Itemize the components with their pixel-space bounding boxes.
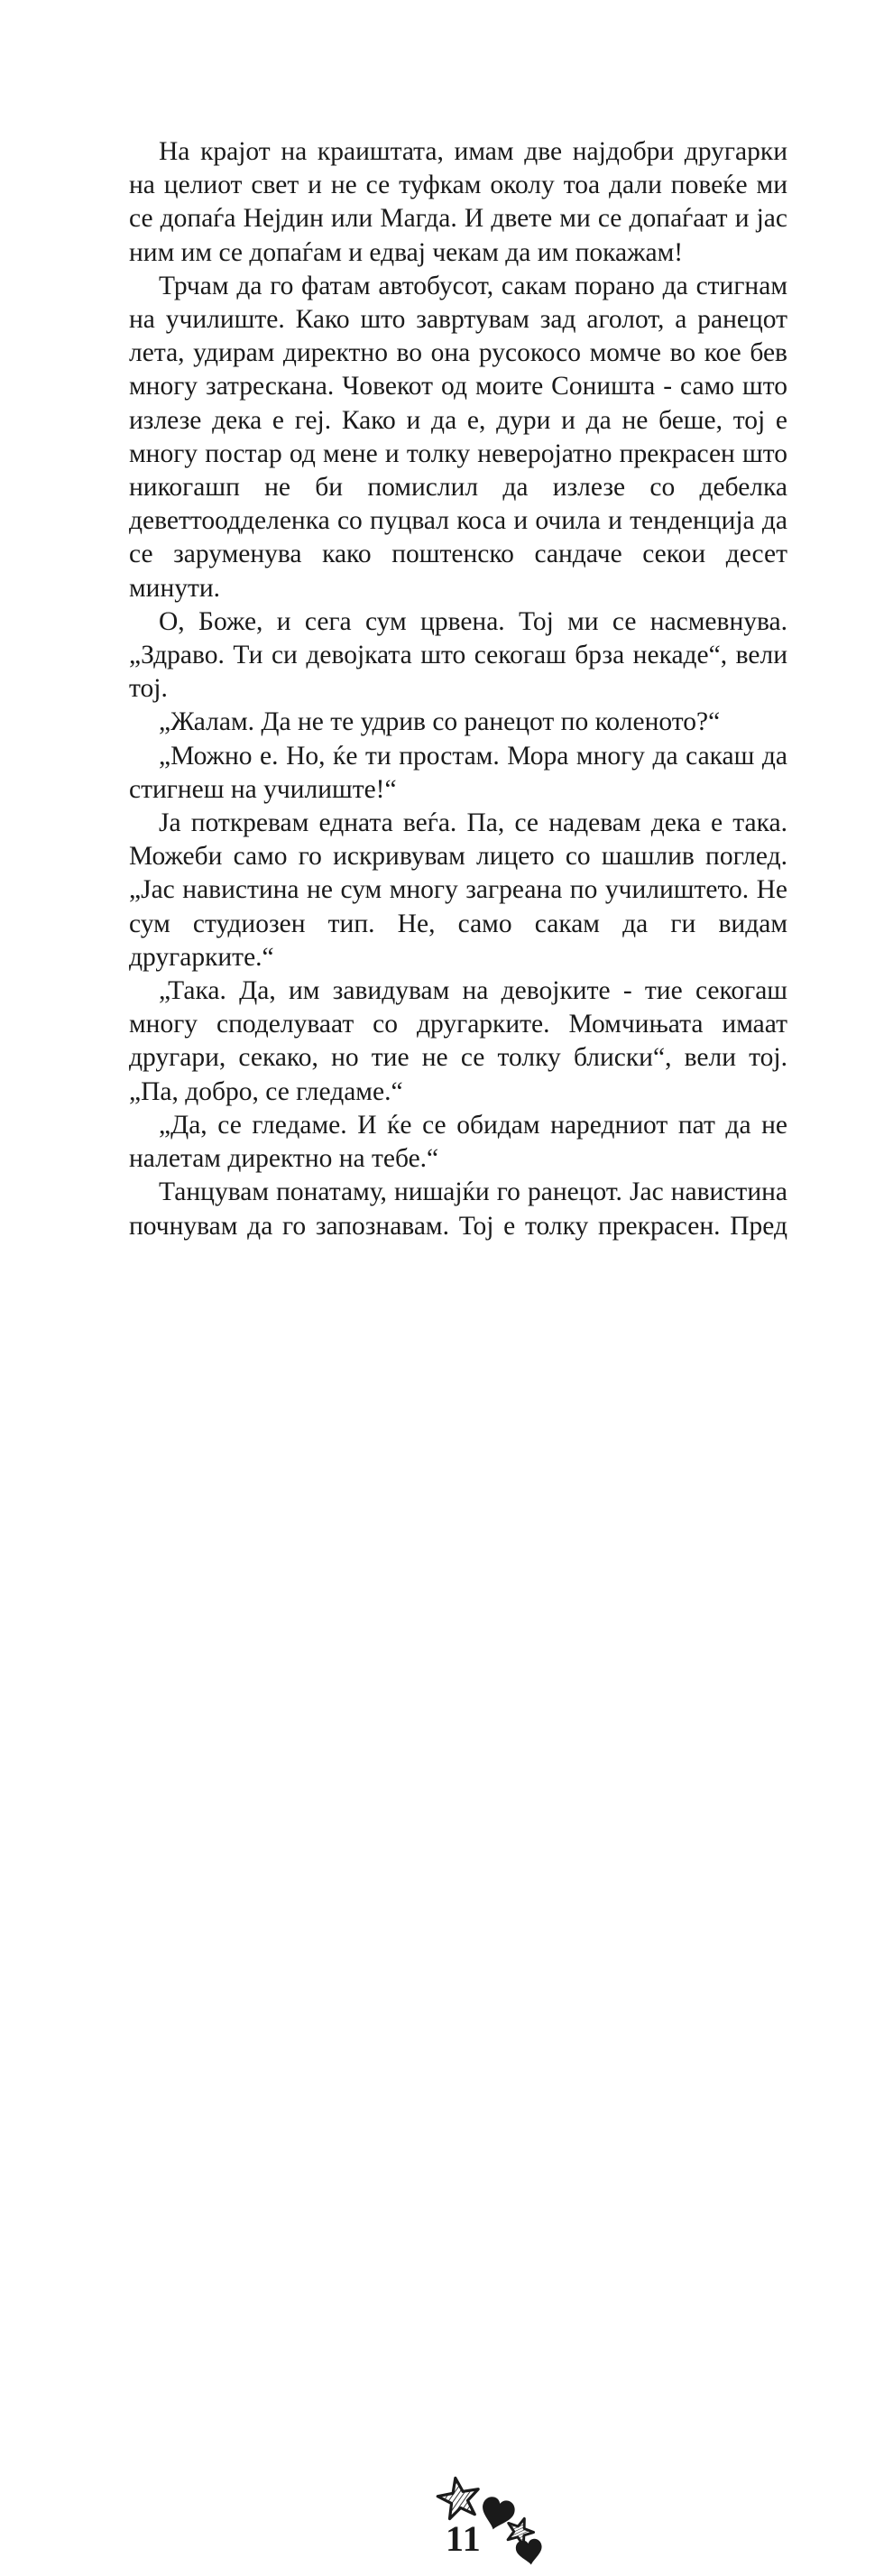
paragraph: Танцувам понатаму, нишајќи го ранецот. Јас навистина почнувам да го запознавам. Тој е толку прекрасен. Пред [129,1177,787,1241]
paragraph: Трчам да го фатам автобусот, сакам порано да стигнам на училиште. Како што завртувам зад аголот, а ранецот лета, удирам директно во она русокосо момче во кое бев многу затрескана. Човекот од моите Соништа - само што излезе дека е геј. Како и да е, дури и да не беше, тој е многу постар од мене и толку неверојатно прекрасен што никогашп не би помислил да излезе со дебелка деветтоодделенка со пуцвал коса и очила и тенденција да се заруменува како поштенско сандаче секои десет минути. [129,271,787,603]
paragraph: На крајот на краиштата, имам две најдобри другарки на целиот свет и не се туфкам околу тоа дали повеќе ми се допаѓа Нејдин или Магда. И двете ми се допаѓаат и јас ним им се допаѓам и едвај чекам да им покажам! [129,137,787,267]
page-footer [0,1236,893,2559]
paragraph: „Жалам. Да не те удрив со ранецот по коленото?“ [159,707,721,737]
heart-icon [515,2538,544,2567]
body-text [129,135,787,1243]
page-number: 11 [446,2518,482,2559]
paragraph: „Можно е. Но, ќе ти простам. Мора многу да сакаш да стигнеш на училиште!“ [129,741,787,804]
star-icon [435,2474,482,2520]
paragraph: Ја поткревам едната веѓа. Па, се надевам дека е така. Можеби само го искривувам лицето со шашлив поглед. „Јас навистина не сум многу загреана по училиштето. Не сум студиозен тип. Не, само сакам да ги видам другарките.“ [129,808,787,972]
paragraph: „Така. Да, им завидувам на девојките - тие секогаш многу споделуваат со другарките. Момчињата имаат другари, секако, но тие не се толку блиски“, вели тој. „Па, добро, се гледаме.“ [129,976,787,1106]
paragraph: „Да, се гледаме. И ќе се обидам наредниот пат да не налетам директно на тебе.“ [129,1110,787,1174]
paragraph: О, Боже, и сега сум црвена. Тој ми се насмевнува. „Здраво. Ти си девојката што секогаш брза некаде“, вели тој. [129,606,787,704]
footer-decoration [433,2472,555,2576]
